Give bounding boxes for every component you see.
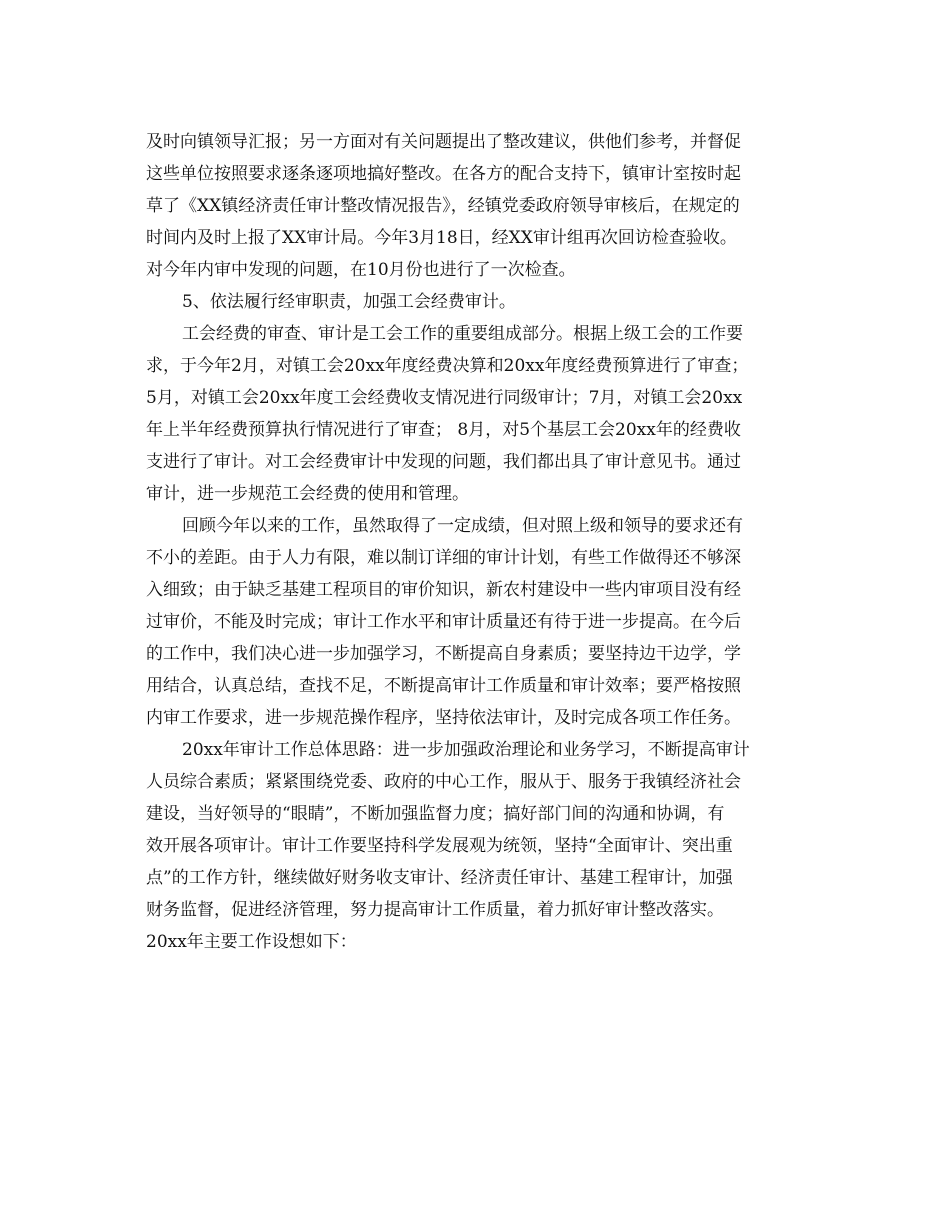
text-line: 支进行了审计。对工会经费审计中发现的问题，我们都出具了审计意见书。通过	[146, 452, 741, 472]
text-line: 入细致；由于缺乏基建工程项目的审价知识，新农村建设中一些内审项目没有经	[146, 580, 741, 600]
text-line: 草了《XX镇经济责任审计整改情况报告》，经镇党委政府领导审核后，在规定的	[146, 196, 740, 216]
document-body	[146, 126, 806, 958]
text-line: 的工作中，我们决心进一步加强学习，不断提高自身素质；要坚持边干边学，学	[146, 644, 741, 664]
text-line: 回顾今年以来的工作，虽然取得了一定成绩，但对照上级和领导的要求还有	[182, 516, 743, 536]
text-line: 年上半年经费预算执行情况进行了审查； 8月，对5个基层工会20xx年的经费收	[146, 420, 741, 440]
text-line: 时间内及时上报了XX审计局。今年3月18日，经XX审计组再次回访检查验收。	[146, 228, 737, 248]
text-line: 财务监督，促进经济管理，努力提高审计工作质量，着力抓好审计整改落实。	[146, 900, 724, 920]
text-line: 及时向镇领导汇报；另一方面对有关问题提出了整改建议，供他们参考，并督促	[146, 132, 741, 152]
text-line: 建设，当好领导的“眼睛”，不断加强监督力度；搞好部门间的沟通和协调，有	[146, 804, 725, 824]
text-line: 对今年内审中发现的问题，在10月份也进行了一次检查。	[146, 260, 576, 280]
text-line: 5、依法履行经审职责，加强工会经费审计。	[182, 292, 516, 312]
text-line: 工会经费的审查、审计是工会工作的重要组成部分。根据上级工会的工作要	[182, 324, 743, 344]
text-line: 20xx年主要工作设想如下：	[146, 932, 357, 952]
text-line: 审计，进一步规范工会经费的使用和管理。	[146, 484, 469, 504]
text-line: 点”的工作方针，继续做好财务收支审计、经济责任审计、基建工程审计，加强	[146, 868, 733, 888]
text-line: 求，于今年2月，对镇工会20xx年度经费决算和20xx年度经费预算进行了审查；	[146, 356, 749, 376]
text-line: 这些单位按照要求逐条逐项地搞好整改。在各方的配合支持下，镇审计室按时起	[146, 164, 741, 184]
text-line: 效开展各项审计。审计工作要坚持科学发展观为统领，坚持“全面审计、突出重	[146, 836, 733, 856]
text-line: 5月，对镇工会20xx年度工会经费收支情况进行同级审计；7月，对镇工会20xx	[146, 388, 743, 408]
text-line: 不小的差距。由于人力有限，难以制订详细的审计计划，有些工作做得还不够深	[146, 548, 741, 568]
text-line: 过审价，不能及时完成；审计工作水平和审计质量还有待于进一步提高。在今后	[146, 612, 741, 632]
text-line: 用结合，认真总结，查找不足，不断提高审计工作质量和审计效率；要严格按照	[146, 676, 741, 696]
text-line: 内审工作要求，进一步规范操作程序，坚持依法审计，及时完成各项工作任务。	[146, 708, 741, 728]
text-line: 20xx年审计工作总体思路：进一步加强政治理论和业务学习，不断提高审计	[182, 740, 750, 760]
text-line: 人员综合素质；紧紧围绕党委、政府的中心工作，服从于、服务于我镇经济社会	[146, 772, 741, 792]
